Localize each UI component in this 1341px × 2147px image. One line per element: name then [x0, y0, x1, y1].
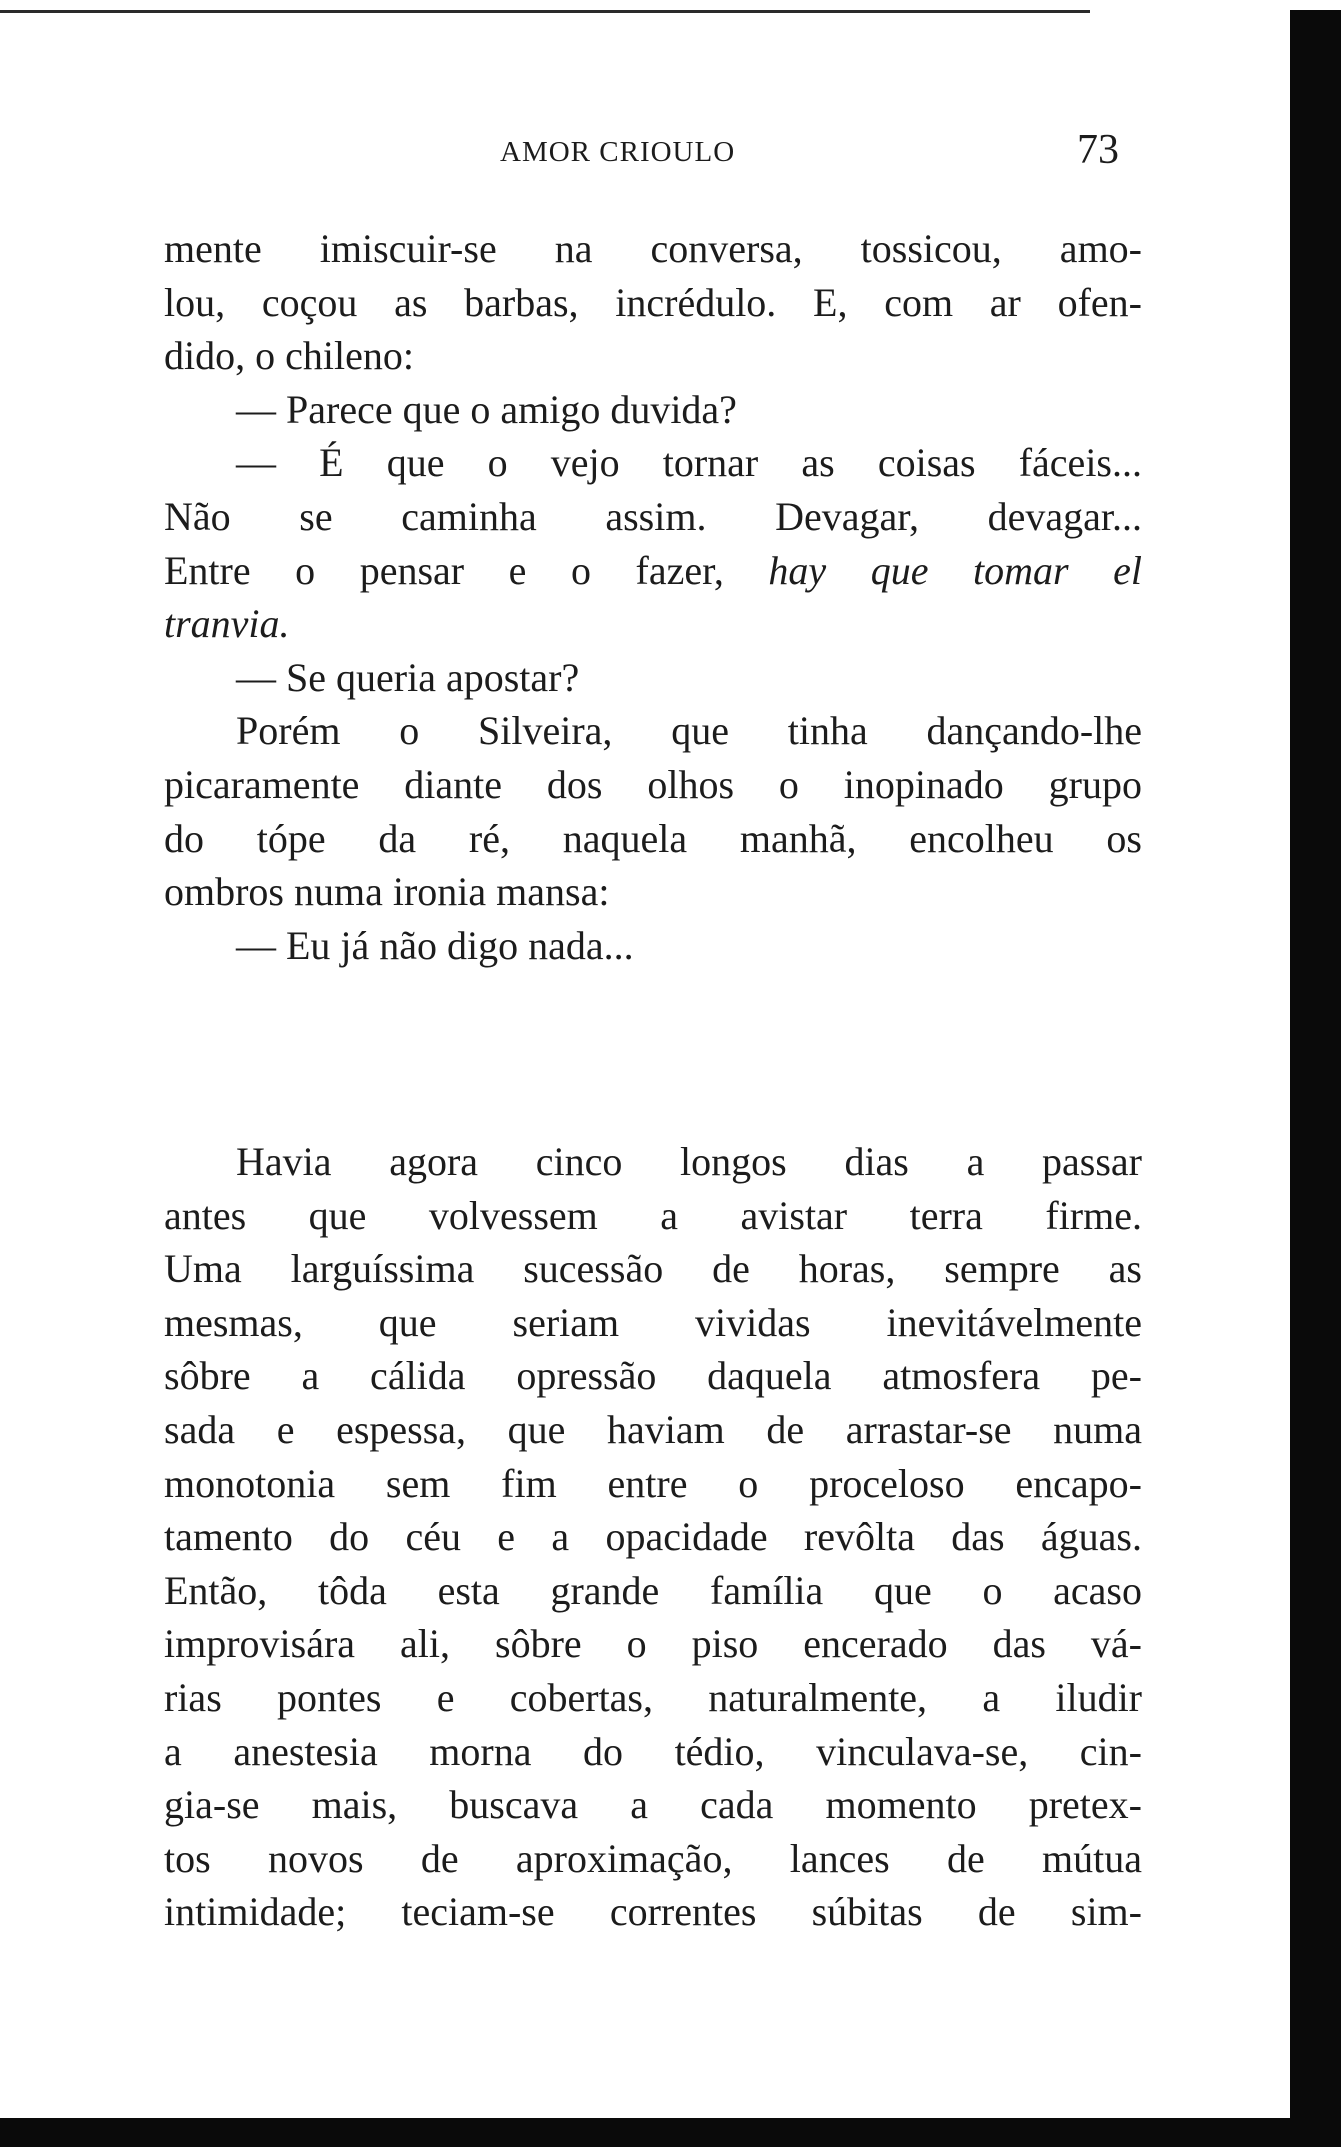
dialogue-line: — Eu já não digo nada... [236, 922, 634, 968]
text-line: rias pontes e cobertas, naturalmente, a iludir [164, 1674, 1142, 1720]
text-line: sada e espessa, que haviam de arrastar-se numa [164, 1406, 1142, 1452]
text-line: mesmas, que seriam vividas inevitávelmente [164, 1299, 1142, 1345]
text-line: mente imiscuir-se na conversa, tossicou, amo- [164, 226, 1142, 271]
dialogue-line: — Se queria apostar? [236, 654, 580, 700]
text-line-mixed [164, 544, 1142, 598]
italic-segment: hay que tomar el [768, 547, 1143, 593]
text-line: dido, o chileno: [164, 333, 414, 379]
text-line: antes que volvessem a avistar terra firme. [164, 1192, 1142, 1238]
text-line: a anestesia morna do tédio, vinculava-se, cin- [164, 1728, 1142, 1774]
text-line: ombros numa ironia mansa: [164, 869, 610, 915]
text-line: gia-se mais, buscava a cada momento pretex- [164, 1782, 1142, 1828]
dialogue-line: — É que o vejo tornar as coisas fáceis... [236, 440, 1142, 486]
text-line: tos novos de aproximação, lances de mútua [164, 1835, 1142, 1881]
text-line: Havia agora cinco longos dias a passar [236, 1139, 1142, 1184]
scan-edge-right [1290, 10, 1341, 2147]
narrative-passage [164, 1135, 1142, 1939]
text-line: lou, coçou as barbas, incrédulo. E, com ar ofen- [164, 279, 1142, 325]
page-number: 73 [1077, 127, 1119, 173]
plain-segment: Entre o pensar e o fazer, [164, 547, 724, 593]
text-line: Não se caminha assim. Devagar, devagar... [164, 493, 1142, 539]
text-line: Então, tôda esta grande família que o acaso [164, 1567, 1142, 1613]
text-line: Porém o Silveira, que tinha dançando-lhe [236, 708, 1142, 754]
text-line: improvisára ali, sôbre o piso encerado das vá- [164, 1621, 1142, 1667]
text-line-italic [164, 597, 1142, 651]
dialogue-passage [164, 222, 1142, 972]
text-line: do tópe da ré, naquela manhã, encolheu os [164, 815, 1142, 861]
text-line: intimidade; teciam-se correntes súbitas de sim- [164, 1889, 1142, 1935]
text-line: tamento do céu e a opacidade revôlta das águas. [164, 1514, 1142, 1560]
italic-segment: tranvia. [164, 601, 290, 647]
text-line: sôbre a cálida opressão daquela atmosfera pe- [164, 1353, 1142, 1399]
scan-edge-bottom [0, 2118, 1341, 2147]
text-line: picaramente diante dos olhos o inopinado grupo [164, 761, 1142, 807]
text-line: monotonia sem fim entre o proceloso encapo- [164, 1460, 1142, 1506]
running-title: AMOR CRIOULO [500, 136, 736, 168]
dialogue-line: — Parece que o amigo duvida? [236, 386, 737, 432]
text-line: Uma larguíssima sucessão de horas, sempre as [164, 1246, 1142, 1292]
